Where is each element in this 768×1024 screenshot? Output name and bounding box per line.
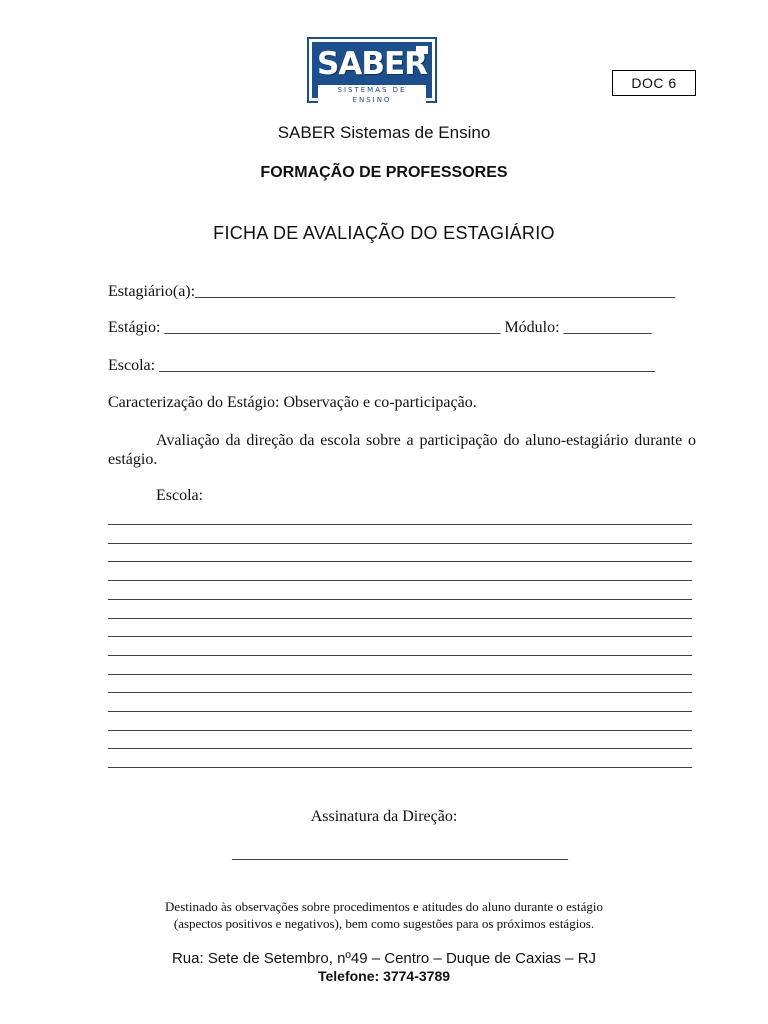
org-name: SABER Sistemas de Ensino bbox=[277, 123, 491, 142]
doc-number-tag: DOC 6 bbox=[612, 70, 696, 96]
saber-logo bbox=[307, 37, 437, 103]
form-title: FICHA DE AVALIAÇÃO DO ESTAGIÁRIO bbox=[213, 223, 555, 243]
footer-address: Rua: Sete de Setembro, nº49 – Centro – Duque de Caxias – RJ bbox=[171, 950, 597, 967]
footnote-line-1: Destinado às observações sobre procedimentos e atitudes do aluno durante o estágio bbox=[165, 899, 603, 914]
estagio-modulo-field[interactable]: Estágio: __________________________________________ Módulo: ___________ bbox=[108, 319, 652, 336]
logo-background bbox=[312, 42, 432, 104]
caracterizacao-text: Caracterização do Estágio: Observação e co-participação. bbox=[108, 394, 477, 411]
answer-lines[interactable]: _________________________________________________________________________ _________________________________________________________________________ _________________________________________________________________________ _________________________________________________________________________ _________________________________________________________________________ _________________________________________________________________________ _________________________________________________________________________ _________________________________________________________________________ _________________________________________________________________________ _________________________________________________________________________ _________________________________________________________________________ _________________________________________________________________________ _________________________________________________________________________ _________________________________________________________________________ bbox=[108, 510, 692, 771]
logo-subtitle: SISTEMAS DE ENSINO bbox=[318, 85, 426, 105]
escola-label: Escola: bbox=[156, 487, 204, 504]
avaliacao-paragraph: Avaliação da direção da escola sobre a participação do aluno-estagiário durante o estágio. bbox=[108, 432, 696, 468]
signature-label: Assinatura da Direção: bbox=[310, 808, 458, 825]
footer-phone: Telefone: 3774-3789 bbox=[317, 968, 451, 984]
signature-line[interactable]: __________________________________________ bbox=[232, 845, 568, 862]
program-title: FORMAÇÃO DE PROFESSORES bbox=[260, 164, 508, 181]
escola-field[interactable]: Escola: ______________________________________________________________ bbox=[108, 357, 656, 374]
footnote-line-2: (aspectos positivos e negativos), bem como sugestões para os próximos estágios. bbox=[173, 916, 595, 931]
estagiario-field[interactable]: Estagiário(a):____________________________________________________________ bbox=[108, 283, 676, 300]
footnote bbox=[0, 898, 768, 932]
logo-wordmark: SABER bbox=[317, 46, 427, 82]
